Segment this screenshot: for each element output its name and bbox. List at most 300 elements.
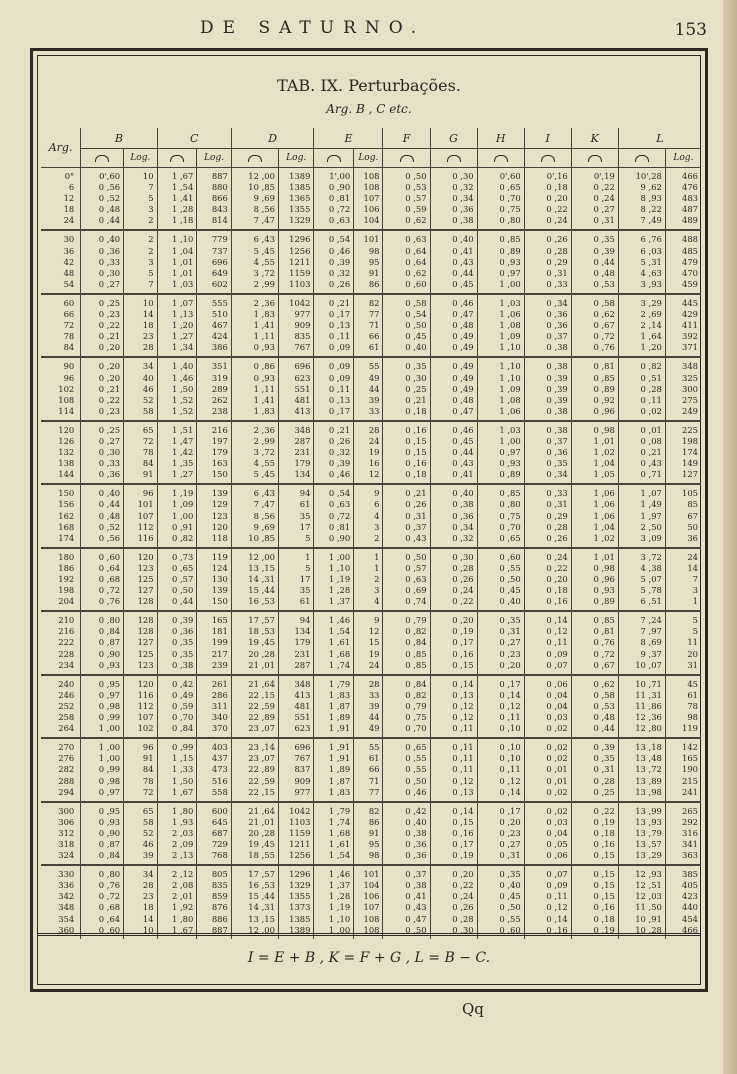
d-value-entry: 12 ,00 <box>248 551 275 562</box>
f-value-entry: 0 ,84 <box>405 678 427 689</box>
cell-d-log <box>278 548 314 611</box>
e-value-entry: 0 ,54 <box>328 488 351 499</box>
e-value-entry: 0 ,11 <box>328 383 351 394</box>
e-log-entry: 12 <box>368 469 380 480</box>
e-value-entry: 1 ,28 <box>328 891 351 902</box>
arg-entry: 150 <box>58 488 75 499</box>
k-value-entry: 0 ,85 <box>593 615 615 626</box>
l-value-entry: 7 ,24 <box>640 615 662 626</box>
b-value-entry: 0 ,56 <box>98 532 121 543</box>
k-value-entry: 0 ,28 <box>593 775 615 786</box>
d-value-entry: 14 ,31 <box>248 902 275 913</box>
l-value-entry: 10 ,71 <box>635 678 662 689</box>
d-log-entry: 35 <box>299 510 311 521</box>
f-value-entry: 0 ,63 <box>405 574 427 584</box>
cell-c-value <box>157 357 197 420</box>
e-value-entry: 1 ,68 <box>328 827 351 838</box>
c-value-entry: 0 ,38 <box>172 659 194 670</box>
k-value-entry: 0 ,67 <box>593 659 615 670</box>
f-value-entry: 0 ,79 <box>405 700 427 711</box>
b-log-entry: 112 <box>137 521 154 532</box>
l-log-entry: 325 <box>682 372 698 383</box>
h-value-entry: 0 ,23 <box>499 648 521 659</box>
l-log-entry: 31 <box>687 659 698 670</box>
cell-i-value <box>524 611 571 674</box>
l-log-entry: 300 <box>682 383 698 394</box>
cell-e-value <box>314 548 354 611</box>
f-value-entry: 0 ,84 <box>405 637 427 648</box>
table-row-group <box>41 421 701 484</box>
arg-entry: 24 <box>63 215 75 226</box>
d-value-entry: 0 ,86 <box>253 361 275 372</box>
d-log-entry: 5 <box>305 532 311 543</box>
l-value-entry: 8 ,93 <box>640 193 662 204</box>
e-value-entry: 1 ,68 <box>328 648 351 659</box>
g-value-entry: 0 ,22 <box>452 596 474 607</box>
d-value-entry: 3 ,72 <box>253 447 275 458</box>
arg-entry: 210 <box>58 615 75 626</box>
e-value-entry: 0 ,81 <box>328 193 351 204</box>
l-value-entry: 0 ,08 <box>640 435 662 446</box>
d-log-entry: 1103 <box>289 816 311 827</box>
l-value-entry: 3 ,93 <box>640 278 662 289</box>
c-log-entry: 119 <box>211 551 228 562</box>
l-value-entry: 12 ,03 <box>635 891 662 902</box>
d-log-entry: 767 <box>294 342 311 353</box>
h-value-entry: 0',60 <box>499 171 521 181</box>
b-log-entry: 52 <box>142 827 154 838</box>
g-value-entry: 0 ,44 <box>452 267 474 278</box>
f-value-entry: 0 ,60 <box>405 278 427 289</box>
e-log-entry: 66 <box>368 331 380 342</box>
b-log-entry: 10 <box>142 171 154 181</box>
h-value-entry: 0 ,65 <box>499 532 521 543</box>
e-value-entry: 1 ,89 <box>328 764 351 775</box>
b-value-entry: 0 ,23 <box>98 405 121 416</box>
l-log-entry: 488 <box>682 234 698 245</box>
cell-k-value <box>571 421 618 484</box>
l-log-entry: 105 <box>682 488 698 499</box>
f-value-entry: 0 ,79 <box>405 615 427 626</box>
l-log-entry: 485 <box>682 245 698 256</box>
cell-c-log <box>197 802 232 865</box>
arg-entry: 234 <box>58 659 75 670</box>
g-value-entry: 0 ,30 <box>452 551 474 562</box>
cell-l-log <box>665 675 701 738</box>
d-log-entry: 1211 <box>289 256 311 267</box>
arc-symbol-f <box>383 149 430 168</box>
cell-b-log <box>124 294 157 357</box>
e-value-entry: 1 ,37 <box>328 880 351 891</box>
e-log-entry: 91 <box>368 267 380 278</box>
d-value-entry: 23 ,07 <box>248 753 275 764</box>
cell-c-log <box>197 421 232 484</box>
l-log-entry: 316 <box>682 827 698 838</box>
b-value-entry: 0 ,33 <box>98 458 121 469</box>
d-value-entry: 15 ,44 <box>248 585 275 596</box>
i-value-entry: 0 ,39 <box>546 372 568 383</box>
l-value-entry: 10 ,28 <box>635 924 662 935</box>
i-value-entry: 0 ,11 <box>546 637 568 648</box>
k-value-entry: 0 ,27 <box>593 204 615 215</box>
cell-arg <box>41 548 81 611</box>
f-value-entry: 0 ,50 <box>405 171 427 181</box>
e-value-entry: 1 ,87 <box>328 775 351 786</box>
d-value-entry: 9 ,69 <box>253 521 275 532</box>
k-value-entry: 0 ,44 <box>593 723 615 734</box>
c-value-entry: 1 ,46 <box>172 372 194 383</box>
cell-k-value <box>571 484 618 547</box>
l-value-entry: 3 ,72 <box>640 551 662 562</box>
cell-b-log <box>124 357 157 420</box>
e-value-entry: 0 ,81 <box>328 521 351 532</box>
arg-entry: 180 <box>58 551 75 562</box>
k-value-entry: 0 ,96 <box>593 574 615 584</box>
table-row-group <box>41 802 701 865</box>
d-value-entry: 3 ,72 <box>253 267 275 278</box>
e-log-entry: 16 <box>368 458 380 469</box>
h-value-entry: 1 ,10 <box>499 361 521 372</box>
column-group-k: K <box>571 128 618 149</box>
d-log-entry: 287 <box>294 659 311 670</box>
l-value-entry: 0 ,11 <box>640 394 662 405</box>
f-value-entry: 0 ,42 <box>405 805 427 816</box>
cell-e-value <box>314 294 354 357</box>
arg-entry: 90 <box>63 361 75 372</box>
c-log-entry: 876 <box>211 902 228 913</box>
c-value-entry: 1 ,67 <box>172 171 194 181</box>
e-log-entry: 82 <box>368 297 380 308</box>
table-inner-frame <box>37 55 701 985</box>
d-value-entry: 16 ,53 <box>248 596 275 607</box>
i-value-entry: 0 ,34 <box>546 297 568 308</box>
cell-b-value <box>81 738 124 801</box>
l-value-entry: 0 ,28 <box>640 383 662 394</box>
e-log-entry: 49 <box>368 372 380 383</box>
d-value-entry: 7 ,47 <box>253 215 275 226</box>
c-value-entry: 1 ,42 <box>172 447 194 458</box>
c-log-entry: 124 <box>211 562 228 573</box>
column-group-i: I <box>524 128 571 149</box>
d-log-entry: 1385 <box>289 182 311 193</box>
f-value-entry: 0 ,69 <box>405 585 427 596</box>
arg-entry: 252 <box>58 700 75 711</box>
d-log-entry: 94 <box>299 615 311 626</box>
d-value-entry: 14 ,31 <box>248 574 275 584</box>
c-log-entry: 835 <box>211 880 228 891</box>
l-log-entry: 479 <box>682 256 698 267</box>
arg-entry: 336 <box>58 880 75 891</box>
l-value-entry: 13 ,48 <box>635 753 662 764</box>
g-value-entry: 0 ,40 <box>452 234 474 245</box>
g-value-entry: 0 ,38 <box>452 499 474 510</box>
l-log-entry: 429 <box>682 309 698 320</box>
k-value-entry: 0 ,62 <box>593 309 615 320</box>
e-log-entry: 86 <box>368 816 380 827</box>
h-value-entry: 0 ,80 <box>499 499 521 510</box>
g-value-entry: 0 ,28 <box>452 562 474 573</box>
e-value-entry: 0 ,17 <box>328 309 351 320</box>
d-value-entry: 17 ,57 <box>248 615 275 626</box>
c-value-entry: 2 ,09 <box>172 838 194 849</box>
i-value-entry: 0 ,36 <box>546 309 568 320</box>
f-value-entry: 0 ,35 <box>405 361 427 372</box>
e-log-entry: 95 <box>368 256 380 267</box>
d-value-entry: 4 ,55 <box>253 458 275 469</box>
c-value-entry: 1 ,07 <box>172 297 194 308</box>
d-value-entry: 5 ,45 <box>253 245 275 256</box>
b-value-entry: 1 ,00 <box>98 742 121 753</box>
e-log-entry: 2 <box>374 532 380 543</box>
cell-f-value <box>383 675 430 738</box>
arg-entry: 342 <box>58 891 75 902</box>
cell-b-log <box>124 484 157 547</box>
e-log-entry: 33 <box>368 689 380 700</box>
b-log-entry: 39 <box>142 850 154 861</box>
c-value-entry: 1 ,50 <box>172 775 194 786</box>
d-log-entry: 348 <box>294 678 311 689</box>
d-value-entry: 1 ,11 <box>253 331 275 342</box>
f-value-entry: 0 ,31 <box>405 510 427 521</box>
d-value-entry: 1 ,41 <box>253 320 275 331</box>
cell-i-value <box>524 484 571 547</box>
cell-g-value <box>430 168 477 231</box>
g-value-entry: 0 ,34 <box>452 193 474 204</box>
h-value-entry: 0 ,50 <box>499 902 521 913</box>
c-value-entry: 0 ,42 <box>172 678 194 689</box>
arg-entry: 216 <box>58 626 75 637</box>
b-log-entry: 127 <box>137 585 154 596</box>
f-value-entry: 0 ,46 <box>405 786 427 797</box>
d-value-entry: 1 ,41 <box>253 394 275 405</box>
c-log-entry: 473 <box>211 764 228 775</box>
i-value-entry: 0 ,20 <box>546 574 568 584</box>
g-value-entry: 0 ,24 <box>452 585 474 596</box>
d-log-entry: 413 <box>294 405 311 416</box>
b-log-entry: 46 <box>142 383 154 394</box>
cell-k-value <box>571 168 618 231</box>
cell-k-value <box>571 802 618 865</box>
c-value-entry: 1 ,01 <box>172 267 194 278</box>
cell-arg <box>41 675 81 738</box>
d-value-entry: 4 ,55 <box>253 256 275 267</box>
cell-d-log <box>278 865 314 939</box>
arg-entry: 156 <box>58 499 75 510</box>
cell-f-value <box>383 802 430 865</box>
k-value-entry: 0',19 <box>593 171 615 181</box>
cell-c-log <box>197 357 232 420</box>
cell-arg <box>41 230 81 293</box>
c-log-entry: 510 <box>211 309 228 320</box>
arc-symbol-icon <box>170 155 184 162</box>
d-value-entry: 1 ,83 <box>253 405 275 416</box>
arg-entry: 324 <box>58 850 75 861</box>
k-value-entry: 0 ,98 <box>593 424 615 435</box>
d-value-entry: 13 ,15 <box>248 562 275 573</box>
f-value-entry: 0 ,62 <box>405 267 427 278</box>
cell-c-log <box>197 168 232 231</box>
f-value-entry: 0 ,64 <box>405 256 427 267</box>
b-value-entry: 0 ,99 <box>98 764 121 775</box>
i-value-entry: 0 ,33 <box>546 278 568 289</box>
cell-e-log <box>354 675 383 738</box>
table-row-group <box>41 357 701 420</box>
b-value-entry: 0 ,52 <box>98 521 121 532</box>
h-value-entry: 1 ,00 <box>499 278 521 289</box>
cell-d-log <box>278 802 314 865</box>
b-value-entry: 0 ,84 <box>98 850 121 861</box>
i-value-entry: 0 ,28 <box>546 245 568 256</box>
c-log-entry: 319 <box>211 372 228 383</box>
h-value-entry: 0 ,35 <box>499 615 521 626</box>
cell-k-value <box>571 865 618 939</box>
i-value-entry: 0 ,38 <box>546 361 568 372</box>
arc-symbol-c <box>157 149 197 168</box>
c-value-entry: 0 ,91 <box>172 521 194 532</box>
g-value-entry: 0 ,41 <box>452 469 474 480</box>
c-value-entry: 1 ,18 <box>172 215 194 226</box>
cell-l-value <box>618 548 665 611</box>
cell-b-value <box>81 611 124 674</box>
c-value-entry: 1 ,33 <box>172 764 194 775</box>
c-value-entry: 0 ,35 <box>172 648 194 659</box>
l-value-entry: 13 ,79 <box>635 827 662 838</box>
c-value-entry: 1 ,35 <box>172 458 194 469</box>
l-log-entry: 3 <box>692 585 698 596</box>
f-value-entry: 0 ,85 <box>405 648 427 659</box>
c-value-entry: 1 ,51 <box>172 424 194 435</box>
b-value-entry: 0 ,36 <box>98 245 121 256</box>
c-log-entry: 437 <box>211 753 228 764</box>
cell-c-log <box>197 738 232 801</box>
b-log-entry: 2 <box>148 215 154 226</box>
arg-entry: 246 <box>58 689 75 700</box>
e-value-entry: 0 ,17 <box>328 405 351 416</box>
g-value-entry: 0 ,12 <box>452 700 474 711</box>
e-log-entry: 98 <box>368 850 380 861</box>
c-log-entry: 887 <box>211 171 228 181</box>
cell-h-value <box>477 168 524 231</box>
cell-i-value <box>524 421 571 484</box>
d-log-entry: 551 <box>294 712 311 723</box>
l-log-entry: 1 <box>692 596 698 607</box>
c-log-entry: 262 <box>211 394 228 405</box>
d-log-entry: 551 <box>294 383 311 394</box>
h-value-entry: 0 ,89 <box>499 245 521 256</box>
cell-h-value <box>477 294 524 357</box>
arg-entry: 36 <box>63 245 75 256</box>
b-log-entry: 72 <box>142 786 154 797</box>
c-value-entry: 0 ,59 <box>172 700 194 711</box>
c-value-entry: 0 ,49 <box>172 689 194 700</box>
k-value-entry: 0 ,96 <box>593 405 615 416</box>
d-value-entry: 16 ,53 <box>248 880 275 891</box>
cell-arg <box>41 421 81 484</box>
g-value-entry: 0 ,15 <box>452 816 474 827</box>
e-value-entry: 0 ,13 <box>328 394 351 405</box>
g-value-entry: 0 ,17 <box>452 838 474 849</box>
b-log-entry: 23 <box>142 891 154 902</box>
e-log-entry: 4 <box>374 596 380 607</box>
cell-arg <box>41 294 81 357</box>
f-value-entry: 0 ,82 <box>405 689 427 700</box>
l-value-entry: 10',28 <box>635 171 662 181</box>
b-log-entry: 78 <box>142 775 154 786</box>
g-value-entry: 0 ,15 <box>452 659 474 670</box>
f-value-entry: 0 ,70 <box>405 723 427 734</box>
cell-f-value <box>383 168 430 231</box>
b-value-entry: 0 ,52 <box>98 193 121 204</box>
cell-l-value <box>618 168 665 231</box>
k-value-entry: 1 ,02 <box>593 532 615 543</box>
l-value-entry: 13 ,57 <box>635 838 662 849</box>
k-value-entry: 0 ,76 <box>593 637 615 648</box>
l-value-entry: 5 ,78 <box>640 585 662 596</box>
k-value-entry: 0 ,92 <box>593 394 615 405</box>
cell-b-value <box>81 421 124 484</box>
arc-symbol-icon <box>248 155 262 162</box>
f-value-entry: 0 ,43 <box>405 902 427 913</box>
c-log-entry: 555 <box>211 297 228 308</box>
arg-entry: 282 <box>58 764 75 775</box>
d-value-entry: 20 ,28 <box>248 648 275 659</box>
e-value-entry: 1 ,19 <box>328 902 351 913</box>
b-log-entry: 125 <box>137 648 154 659</box>
h-value-entry: 0 ,31 <box>499 626 521 637</box>
l-value-entry: 12 ,36 <box>635 712 662 723</box>
b-value-entry: 0 ,90 <box>98 648 121 659</box>
e-log-entry: 28 <box>368 424 380 435</box>
l-value-entry: 13 ,99 <box>635 805 662 816</box>
e-log-entry: 108 <box>363 924 380 935</box>
b-value-entry: 0 ,87 <box>98 838 121 849</box>
b-value-entry: 0 ,97 <box>98 689 121 700</box>
h-value-entry: 0 ,17 <box>499 678 521 689</box>
l-log-entry: 5 <box>692 615 698 626</box>
k-value-entry: 0 ,39 <box>593 245 615 256</box>
g-value-entry: 0 ,13 <box>452 689 474 700</box>
l-value-entry: 13 ,29 <box>635 850 662 861</box>
f-value-entry: 0 ,40 <box>405 816 427 827</box>
h-value-entry: 1 ,03 <box>499 424 521 435</box>
k-value-entry: 0 ,15 <box>593 869 615 880</box>
h-value-entry: 0 ,70 <box>499 193 521 204</box>
cell-e-log <box>354 611 383 674</box>
arg-entry: 306 <box>58 816 75 827</box>
c-log-entry: 217 <box>211 648 228 659</box>
cell-k-value <box>571 611 618 674</box>
e-log-entry: 2 <box>374 574 380 584</box>
d-log-entry: 623 <box>294 372 311 383</box>
d-log-entry: 1389 <box>289 924 311 935</box>
h-value-entry: 0 ,10 <box>499 742 521 753</box>
c-value-entry: 1 ,28 <box>172 204 194 215</box>
d-value-entry: 22 ,15 <box>248 689 275 700</box>
i-value-entry: 0 ,31 <box>546 499 568 510</box>
h-value-entry: 1 ,08 <box>499 394 521 405</box>
i-value-entry: 0 ,24 <box>546 215 568 226</box>
cell-d-log <box>278 168 314 231</box>
cell-f-value <box>383 294 430 357</box>
k-value-entry: 0 ,24 <box>593 193 615 204</box>
arg-column-header: Arg. <box>41 128 81 168</box>
cell-e-value <box>314 865 354 939</box>
d-log-entry: 1211 <box>289 838 311 849</box>
i-value-entry: 0 ,05 <box>546 838 568 849</box>
d-log-entry: 977 <box>294 786 311 797</box>
h-value-entry: 1 ,06 <box>499 309 521 320</box>
i-value-entry: 0 ,37 <box>546 435 568 446</box>
